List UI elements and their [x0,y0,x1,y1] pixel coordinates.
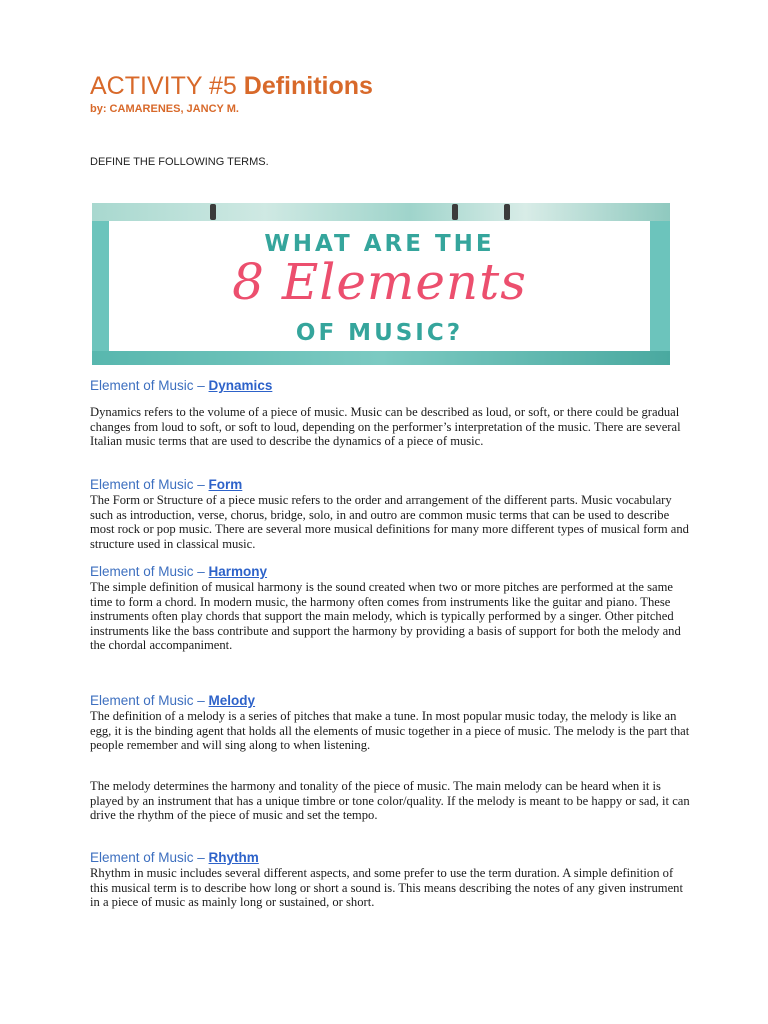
banner-line-3: OF MUSIC? [295,320,464,346]
page-title [90,72,373,101]
heading-prefix: Element of Music – [90,850,209,865]
banner-line-2: 8 Elements [232,253,527,311]
heading-prefix: Element of Music – [90,564,209,579]
paragraph-melody-2: The melody determines the harmony and tonality of the piece of music. The main melody can be heard when it is played by an instrument that has a unique timbre or tone color/quality. If the melody is meant to be happy or sad, it can drive the rhythm of the piece of music and set the tempo. [90,779,690,823]
paragraph-dynamics: Dynamics refers to the volume of a piece of music. Music can be described as loud, or soft, or there could be gradual changes from loud to soft, or soft to loud, depending on the performer’s interpretation of the music. There are several Italian music terms that are used to describe the dynamics of a piece of music. [90,405,681,449]
term-link-harmony[interactable]: Harmony [208,564,268,579]
paragraph-harmony: The simple definition of musical harmony is the sound created when two or more pitches are performed at the same time to form a chord. In modern music, the harmony often comes from instruments like the guitar and piano. These instruments often play chords that support the main melody, which is typically performed by a singer. Other pitched instruments like the bass contribute and support the harmony by providing a basis of support for both the melody and the chordal accompaniment. [90,580,681,653]
section-heading-rhythm [90,850,259,865]
elements-of-music-banner [92,203,670,365]
term-link-melody[interactable]: Melody [208,693,256,708]
heading-prefix: Element of Music – [90,693,209,708]
section-heading-form [90,477,242,492]
title-bold: Definitions [243,72,373,100]
section-heading-dynamics [90,378,272,393]
term-link-form[interactable]: Form [208,477,243,492]
instruction-text: DEFINE THE FOLLOWING TERMS. [90,156,269,168]
section-heading-harmony [90,564,267,579]
banner-decor-icon [452,204,458,220]
term-link-dynamics[interactable]: Dynamics [208,378,273,393]
title-prefix: ACTIVITY #5 [90,72,244,100]
banner-line-1: WHAT ARE THE [264,231,495,257]
heading-prefix: Element of Music – [90,378,209,393]
banner-top-strip [92,203,670,221]
banner-decor-icon [210,204,216,220]
section-heading-melody [90,693,255,708]
banner-decor-icon [504,204,510,220]
paragraph-melody-1: The definition of a melody is a series of pitches that make a tune. In most popular music today, the melody is like an egg, it is the binding agent that holds all the elements of music together in a piece of music. The melody is the part that people remember and will sing along to when listening. [90,709,690,753]
paragraph-rhythm: Rhythm in music includes several different aspects, and some prefer to use the term duration. A simple definition of this musical term is to describe how long or short a sound is. This means describing the notes of any given instrument in a piece of music as mainly long or sustained, or short. [90,866,683,910]
banner-bottom-strip [92,351,670,365]
banner-card [109,221,650,351]
paragraph-form: The Form or Structure of a piece music refers to the order and arrangement of the different parts. Music vocabulary such as introduction, verse, chorus, bridge, solo, in and outro are common music terms that can be used to describe most rock or pop music. There are several more musical definitions for many more different types of musical form and structure used in classical music. [90,493,689,551]
author-byline: by: CAMARENES, JANCY M. [90,103,239,115]
heading-prefix: Element of Music – [90,477,209,492]
term-link-rhythm[interactable]: Rhythm [208,850,259,865]
